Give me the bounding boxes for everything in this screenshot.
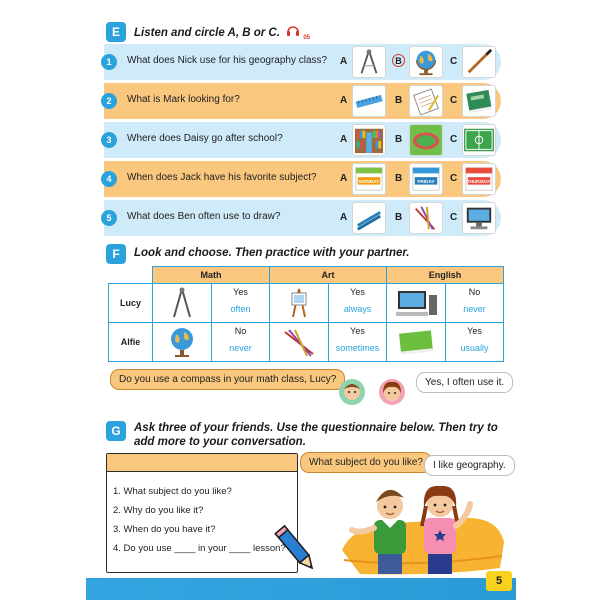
column-header-art: Art <box>270 267 387 284</box>
option-c-paintbrush-image[interactable] <box>462 46 496 78</box>
row-label-lucy: Lucy <box>109 284 153 323</box>
list-item: 2. Why do you like it? <box>113 505 204 516</box>
list-item: 1. What subject do you like? <box>113 486 232 497</box>
answer-cell[interactable]: Yes sometimes <box>329 323 387 362</box>
option-c-label[interactable]: C <box>450 212 458 223</box>
option-c-label[interactable]: C <box>450 56 458 67</box>
option-b-stadium-image[interactable] <box>409 124 443 156</box>
question-row-4 <box>104 161 501 197</box>
option-b-label[interactable]: B <box>395 212 403 223</box>
question-number: 4 <box>101 171 117 187</box>
speech-bubble-question-f: Do you use a compass in your math class, Lucy? <box>110 369 345 390</box>
questionnaire-list <box>107 472 297 558</box>
question-row-2 <box>104 83 501 119</box>
question-number: 3 <box>101 132 117 148</box>
audio-track-icon <box>286 25 300 41</box>
question-text: When does Jack have his favorite subject? <box>127 172 317 183</box>
section-f-title: Look and choose. Then practice with your partner. <box>134 247 410 259</box>
option-b-brushes-image[interactable] <box>409 202 443 234</box>
question-row-5 <box>104 200 501 236</box>
book-icon <box>387 323 446 362</box>
computer-icon <box>387 284 446 323</box>
globe-icon <box>153 323 212 362</box>
option-b-label[interactable]: B <box>395 134 403 145</box>
section-e-title: Listen and circle A, B or C. $_{05}$ <box>134 27 311 41</box>
compass-icon <box>153 284 212 323</box>
option-c-label[interactable]: C <box>450 134 458 145</box>
option-a-calendar-monday-image[interactable] <box>352 163 386 195</box>
section-f-badge: F <box>106 244 126 264</box>
calendar-day-label: FRIDAY <box>417 178 435 184</box>
calendar-day-label: THURSDAY <box>467 178 491 184</box>
kids-talking-illustration <box>338 478 510 578</box>
option-a-library-image[interactable] <box>352 124 386 156</box>
row-label-alfie: Alfie <box>109 323 153 362</box>
question-text: Where does Daisy go after school? <box>127 133 283 144</box>
speech-bubble-question-g: What subject do you like? <box>300 452 432 473</box>
option-a-label[interactable]: A <box>340 173 348 184</box>
option-b-label[interactable]: B <box>395 95 403 106</box>
option-a-label[interactable]: A <box>340 95 348 106</box>
section-e-badge: E <box>106 22 126 42</box>
option-c-computer-image[interactable] <box>462 202 496 234</box>
footer-bar <box>86 578 516 600</box>
option-b-label[interactable]: B <box>395 173 403 184</box>
frequency-table <box>108 266 504 362</box>
calendar-day-label: MONDAY <box>358 178 380 184</box>
pencil-icon <box>270 522 322 576</box>
option-b-globe-image[interactable] <box>409 46 443 78</box>
option-b-calendar-friday-image[interactable] <box>409 163 443 195</box>
question-row-3 <box>104 122 501 158</box>
answer-cell[interactable]: No never <box>446 284 504 323</box>
list-item: 4. Do you use ____ in your ____ lesson? <box>113 543 286 554</box>
option-b-label-circled[interactable]: B <box>392 54 405 67</box>
question-number: 5 <box>101 210 117 226</box>
option-c-calendar-thursday-image[interactable] <box>462 163 496 195</box>
option-c-book-image[interactable] <box>462 85 496 117</box>
option-c-label[interactable]: C <box>450 173 458 184</box>
question-row-1 <box>104 44 501 80</box>
speech-bubble-answer-g: I like geography. <box>424 455 515 476</box>
option-c-label[interactable]: C <box>450 95 458 106</box>
question-text: What is Mark looking for? <box>127 94 240 105</box>
questionnaire-header <box>107 454 297 472</box>
answer-cell[interactable]: Yes usually <box>446 323 504 362</box>
question-text: What does Ben often use to draw? <box>127 211 281 222</box>
option-a-label[interactable]: A <box>340 212 348 223</box>
answer-cell[interactable]: Yes often <box>212 284 270 323</box>
column-header-math: Math <box>153 267 270 284</box>
easel-icon <box>270 284 329 323</box>
audio-track-number: 05 <box>303 35 311 41</box>
girl-avatar <box>378 378 406 406</box>
option-a-pencils-image[interactable] <box>352 202 386 234</box>
table-corner <box>109 267 153 284</box>
answer-cell[interactable]: No never <box>212 323 270 362</box>
option-a-compass-image[interactable] <box>352 46 386 78</box>
answer-cell[interactable]: Yes always <box>329 284 387 323</box>
option-a-ruler-image[interactable] <box>352 85 386 117</box>
option-b-notebook-image[interactable] <box>409 85 443 117</box>
option-a-label[interactable]: A <box>340 56 348 67</box>
table-row <box>109 323 504 362</box>
section-g-title: Ask three of your friends. Use the questionnaire below. Then try to add more to your conversation. <box>134 422 498 448</box>
list-item: 3. When do you have it? <box>113 524 216 535</box>
question-number: 2 <box>101 93 117 109</box>
option-c-football-field-image[interactable] <box>462 124 496 156</box>
section-g-badge: G <box>106 421 126 441</box>
speech-bubble-answer-f: Yes, I often use it. <box>416 372 513 393</box>
question-text: What does Nick use for his geography class? <box>127 55 328 66</box>
paintbrushes-icon <box>270 323 329 362</box>
page-number: 5 <box>486 571 512 591</box>
table-row <box>109 284 504 323</box>
boy-avatar <box>338 378 366 406</box>
column-header-english: English <box>387 267 504 284</box>
option-a-label[interactable]: A <box>340 134 348 145</box>
question-number: 1 <box>101 54 117 70</box>
